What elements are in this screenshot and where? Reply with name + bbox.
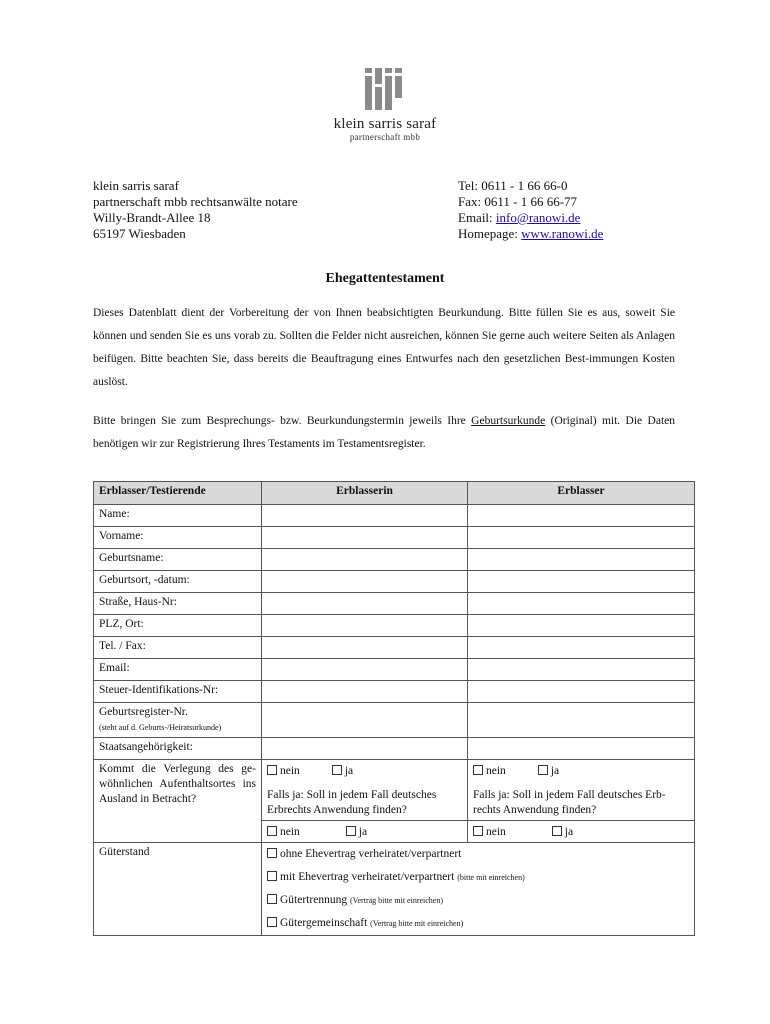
ja-checkbox[interactable]: ja bbox=[538, 764, 559, 779]
geburtsregister-note: (steht auf d. Geburts-/Heiratsurkunde) bbox=[99, 723, 222, 732]
row-label: Email: bbox=[94, 659, 262, 681]
erblasser-field[interactable] bbox=[468, 593, 695, 615]
lij-logo-icon bbox=[363, 68, 407, 112]
ja-checkbox[interactable]: ja bbox=[552, 825, 573, 840]
table-row bbox=[94, 843, 695, 936]
erblasserin-field[interactable] bbox=[262, 571, 468, 593]
table-row bbox=[94, 549, 695, 571]
erblasser-field[interactable] bbox=[468, 681, 695, 703]
testator-table bbox=[93, 481, 695, 936]
table-row bbox=[94, 760, 695, 821]
erblasserin-field[interactable] bbox=[262, 703, 468, 738]
gueterstand-options bbox=[262, 843, 695, 936]
erblasserin-verlegung bbox=[262, 760, 468, 821]
table-row bbox=[94, 703, 695, 738]
header-testator: Erblasser/Testierende bbox=[94, 482, 262, 505]
erblasserin-field[interactable] bbox=[262, 527, 468, 549]
gueter-option[interactable]: ohne Ehevertrag verheiratet/verpartnert bbox=[267, 847, 689, 862]
fax: Fax: 0611 - 1 66 66-77 bbox=[458, 194, 578, 209]
erblasser-field[interactable] bbox=[468, 703, 695, 738]
row-label bbox=[94, 703, 262, 738]
row-label: Vorname: bbox=[94, 527, 262, 549]
email-line bbox=[458, 210, 603, 226]
row-label: Straße, Haus-Nr: bbox=[94, 593, 262, 615]
erblasserin-field[interactable] bbox=[262, 505, 468, 527]
documents-text-end: (Original) mit. Die Daten benötigen wir zur Registrierung Ihres Testaments im Testamentsregister. bbox=[93, 415, 675, 450]
table-row bbox=[94, 593, 695, 615]
gueter-option[interactable]: Gütergemeinschaft (Vertrag bitte mit einreichen) bbox=[267, 916, 689, 931]
address-line: 65197 Wiesbaden bbox=[93, 226, 186, 241]
erblasser-field[interactable] bbox=[468, 527, 695, 549]
row-label: Name: bbox=[94, 505, 262, 527]
erblasser-field[interactable] bbox=[468, 659, 695, 681]
address-line: partnerschaft mbb rechtsanwälte notare bbox=[93, 194, 298, 209]
geburtsregister-label: Geburtsregister-Nr. bbox=[99, 706, 188, 718]
erblasser-field[interactable] bbox=[468, 505, 695, 527]
row-label: Staatsangehörigkeit: bbox=[94, 738, 262, 760]
row-label: PLZ, Ort: bbox=[94, 615, 262, 637]
table-row bbox=[94, 571, 695, 593]
address-line: klein sarris saraf bbox=[93, 178, 179, 193]
documents-text: Bitte bringen Sie zum Besprechungs- bzw. Beurkundungstermin jeweils Ihre bbox=[93, 415, 472, 427]
erblasserin-field[interactable] bbox=[262, 637, 468, 659]
email-link[interactable]: info@ranowi.de bbox=[495, 210, 581, 225]
table-header-row bbox=[94, 482, 695, 505]
nein-checkbox[interactable]: nein bbox=[473, 825, 506, 840]
logo bbox=[320, 68, 450, 142]
erblasser-field[interactable] bbox=[468, 738, 695, 760]
logo-name: klein sarris saraf bbox=[333, 116, 437, 132]
falls-ja-text: Falls ja: Soll in jedem Fall deutsches Erbrechts Anwendung finden? bbox=[267, 789, 437, 816]
table-row bbox=[94, 637, 695, 659]
erblasserin-field[interactable] bbox=[262, 615, 468, 637]
row-label: Tel. / Fax: bbox=[94, 637, 262, 659]
erblasserin-field[interactable] bbox=[262, 738, 468, 760]
address-block bbox=[93, 178, 298, 242]
homepage-label: Homepage: bbox=[458, 226, 522, 241]
email-label: Email: bbox=[458, 210, 496, 225]
homepage-line bbox=[458, 226, 603, 242]
gueter-option[interactable]: Gütertrennung (Vertrag bitte mit einreichen) bbox=[267, 893, 689, 908]
row-label: Steuer-Identifikations-Nr: bbox=[94, 681, 262, 703]
erblasserin-field[interactable] bbox=[262, 593, 468, 615]
erblasser-field[interactable] bbox=[468, 637, 695, 659]
erblasser-field[interactable] bbox=[468, 571, 695, 593]
address-line: Willy-Brandt-Allee 18 bbox=[93, 210, 211, 225]
verlegung-question: Kommt die Verlegung des ge-wöhnlichen Aufenthaltsortes ins Ausland in Betracht? bbox=[94, 760, 262, 843]
birth-certificate: Geburtsurkunde bbox=[471, 415, 546, 427]
table-row bbox=[94, 681, 695, 703]
nein-checkbox[interactable]: nein bbox=[473, 764, 506, 779]
nein-checkbox[interactable]: nein bbox=[267, 825, 300, 840]
ja-checkbox[interactable]: ja bbox=[332, 764, 353, 779]
intro-paragraph: Dieses Datenblatt dient der Vorbereitung der von Ihnen beabsichtigten Beurkundung. Bitte füllen Sie es aus, soweit Sie können und senden Sie es uns vorab zu. Sollten die Felder nicht ausreichen, können Sie gerne auch weitere Seiten als Anlagen beifügen. Bitte beachten Sie, dass bereits die Beauftragung eines Entwurfes nach den gesetzlichen Best-immungen Kosten auslöst. bbox=[93, 307, 675, 388]
falls-ja-text: Falls ja: Soll in jedem Fall deutsches Erb-rechts Anwendung finden? bbox=[473, 789, 666, 816]
erblasserin-erbrecht bbox=[262, 821, 468, 843]
logo-subtitle: partnerschaft mbb bbox=[349, 132, 421, 142]
erblasserin-field[interactable] bbox=[262, 659, 468, 681]
page-title: Ehegattentestament bbox=[325, 271, 445, 286]
nein-checkbox[interactable]: nein bbox=[267, 764, 300, 779]
row-label: Geburtsort, -datum: bbox=[94, 571, 262, 593]
gueter-option[interactable]: mit Ehevertrag verheiratet/verpartnert (bitte mit einreichen) bbox=[267, 870, 689, 885]
erblasser-field[interactable] bbox=[468, 549, 695, 571]
erblasser-verlegung bbox=[468, 760, 695, 821]
homepage-link[interactable]: www.ranowi.de bbox=[521, 226, 604, 241]
header-erblasserin: Erblasserin bbox=[262, 482, 468, 505]
tel: Tel: 0611 - 1 66 66-0 bbox=[458, 178, 568, 193]
ja-checkbox[interactable]: ja bbox=[346, 825, 367, 840]
erblasser-field[interactable] bbox=[468, 615, 695, 637]
table-row bbox=[94, 615, 695, 637]
table-row bbox=[94, 659, 695, 681]
gueterstand-label: Güterstand bbox=[94, 843, 262, 936]
erblasser-erbrecht bbox=[468, 821, 695, 843]
contact-block bbox=[458, 178, 603, 242]
documents-paragraph bbox=[93, 410, 675, 456]
table-row bbox=[94, 527, 695, 549]
table-row bbox=[94, 738, 695, 760]
erblasserin-field[interactable] bbox=[262, 681, 468, 703]
table-row bbox=[94, 505, 695, 527]
row-label: Geburtsname: bbox=[94, 549, 262, 571]
erblasserin-field[interactable] bbox=[262, 549, 468, 571]
header-erblasser: Erblasser bbox=[468, 482, 695, 505]
